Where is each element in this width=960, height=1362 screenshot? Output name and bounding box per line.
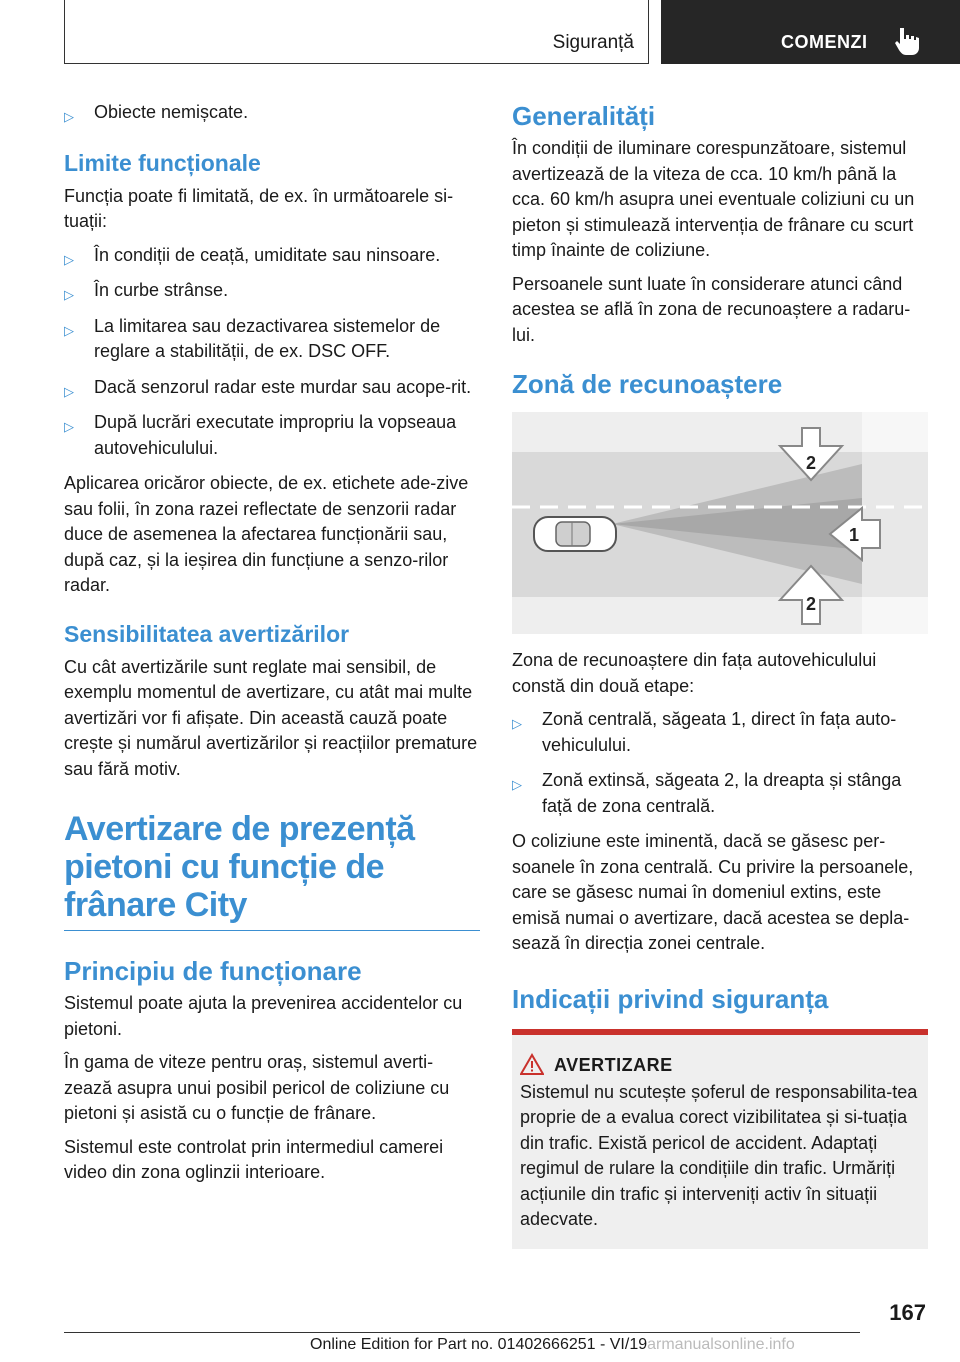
footer-watermark: armanualsonline.info [647,1336,795,1353]
list-item: ▷ În condiții de ceață, umiditate sau ninsoare. [64,243,480,269]
footer-text [310,1336,795,1354]
triangle-bullet-icon: ▷ [64,251,74,267]
warning-triangle-icon [520,1053,544,1075]
car-icon [534,517,616,551]
list-item: ▷ Zonă extinsă, săgeata 2, la dreapta și stânga față de zona centrală. [512,770,902,816]
list-item: ▷ În curbe strânse. [64,278,480,304]
triangle-bullet-icon: ▷ [64,109,74,124]
main-heading: Avertizare de prezență pietoni cu funcție de frânare City [64,810,480,931]
list-item: ▷ Dacă senzorul radar este murdar sau acope‐rit. [64,375,480,401]
zona-list [512,707,928,819]
generalitati-p1: În condiții de iluminare corespunzătoare, sistemul avertizează de la viteza de cca. 10 km/h până la cca. 60 km/h asupra unei eventuale coliziuni cu un pieton și stimulează intervenția de frânare cu scurt timp înainte de coliziune. [512,138,915,260]
warning-text: Sistemul nu scutește șoferul de responsabilita‐tea proprie de a evalua corect vizibilitatea și si‐tuația din trafic. Există pericol de accident. Adaptați regimul de rulare la condițiile din trafic. Urmăriți acțiunile din trafic și interveniți activ în situații adecvate. [520,1081,918,1229]
zona-p2: O coliziune este iminentă, dacă se găsesc per‐soanele în zona centrală. Cu privire la persoanele, care se găsesc numai în domeniul extins, este emisă numai o avertizare, dacă acestea se depla‐sează în direcția zonei centrale. [512,831,914,953]
zona-p1: Zona de recunoaștere din fața autovehiculului constă din două etape: [512,650,877,696]
page-number: 167 [889,1300,926,1325]
pointing-hand-icon [893,26,921,56]
triangle-bullet-icon: ▷ [512,716,522,731]
limite-outro: Aplicarea oricăror obiecte, de ex. etichete ade‐zive sau folii, în zona razei reflectate de senzorii radar duce de asemenea la afectarea funcționării sau, după caz, și la ieșirea din funcțiune a senzo‐rilor radar. [64,473,469,595]
principiu-p2: În gama de viteze pentru oraș, sistemul averti‐zează asupra unui posibil pericol de coliziune cu pietoni și asistă cu o funcție de frânare. [64,1052,450,1123]
svg-text:2: 2 [805,453,817,473]
triangle-bullet-icon: ▷ [512,777,522,792]
triangle-bullet-icon: ▷ [64,419,74,434]
sensibilitate-text: Cu cât avertizările sunt reglate mai sensibil, de exemplu momentul de avertizare, cu atât mai multe avertizări vor fi afișate. Din această cauză poate crește și numărul avertizărilor și reacțiilor premature sau fără motiv. [64,656,478,779]
list-item: ▷ Zonă centrală, săgeata 1, direct în fața auto‐vehiculului. [512,709,897,755]
footer-edition: Online Edition for Part no. 01402666251 - VI/19 [310,1336,648,1353]
limite-list [64,243,480,462]
comenzi-tab[interactable] [661,0,960,64]
limite-heading: Limite funcționale [64,149,261,176]
svg-text:1: 1 [848,525,860,545]
sensibilitate-heading: Sensibilitatea avertizărilor [64,620,350,647]
left-column [64,100,480,1194]
list-item: ▷ După lucrări executate impropriu la vopseaua autovehiculului. [64,412,457,458]
list-item: ▷ La limitarea sau dezactivarea sistemelor de reglare a stabilității, de ex. DSC OFF. [64,315,441,361]
principiu-heading: Principiu de funcționare [64,956,362,986]
footer-rule [64,1332,860,1333]
generalitati-heading: Generalități [512,101,656,131]
comenzi-tab-label: COMENZI [781,32,868,52]
triangle-bullet-icon: ▷ [64,287,74,302]
section-box [64,0,649,64]
principiu-p1: Sistemul poate ajuta la prevenirea accidentelor cu pietoni. [64,993,463,1039]
page-header [0,0,960,66]
right-column [512,100,928,1249]
detection-zone-figure [512,412,928,634]
svg-text:2: 2 [805,594,817,614]
generalitati-p2: Persoanele sunt luate în considerare atunci când acestea se află în zona de recunoaștere a radaru‐lui. [512,273,911,345]
triangle-bullet-icon: ▷ [64,322,74,338]
indicatii-heading: Indicații privind siguranța [512,983,829,1014]
section-title: Siguranță [552,32,634,53]
triangle-bullet-icon: ▷ [64,383,74,399]
warning-box [512,1029,928,1249]
limite-intro: Funcția poate fi limitată, de ex. în următoarele si‐tuații: [64,185,454,231]
list-item: ▷ Obiecte nemișcate. [64,100,480,126]
objects-list [64,100,480,126]
zona-heading: Zonă de recunoaștere [512,369,783,399]
warning-title: AVERTIZARE [554,1055,920,1076]
principiu-p3: Sistemul este controlat prin intermediul camerei video din zona oglinzii interioare. [64,1136,444,1182]
